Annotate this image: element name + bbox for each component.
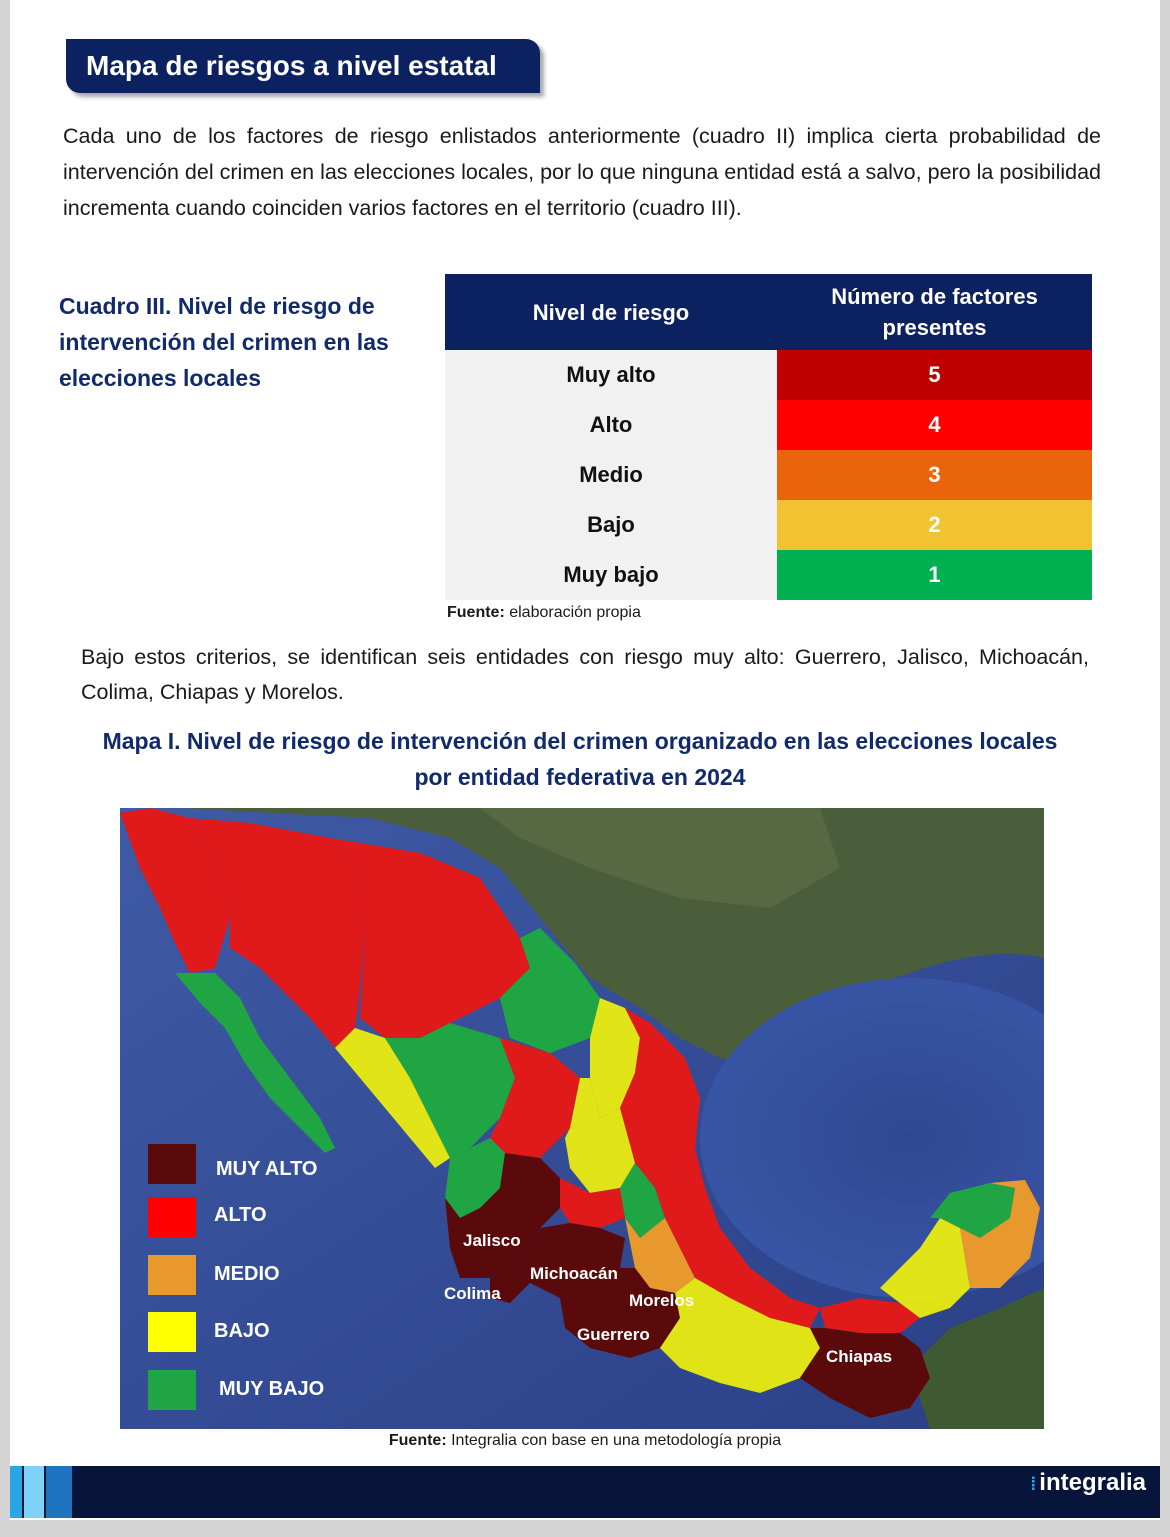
map-title-line1: Mapa I. Nivel de riesgo de intervención del crimen organizado en las elecciones locales (102, 728, 1058, 754)
map-title-line2: por entidad federativa en 2024 (414, 764, 746, 790)
cuadro-title: Cuadro III. Nivel de riesgo de intervención del crimen en las elecciones locales (59, 293, 389, 391)
legend-label: BAJO (214, 1320, 270, 1342)
label-chiapas: Chiapas (826, 1347, 893, 1366)
label-morelos: Morelos (629, 1291, 695, 1310)
legend-swatch (148, 1255, 196, 1295)
criteria-paragraph: Bajo estos criterios, se identifican seis entidades con riesgo muy alto: Guerrero, Jalisco, Michoacán, Colima, Chiapas y Morelos. (81, 645, 1089, 704)
risk-map-svg (120, 808, 1044, 1429)
footer-bar (10, 1466, 1160, 1518)
footer-accent-bar (10, 1466, 22, 1518)
risk-level-table (445, 274, 1092, 600)
legend-swatch (148, 1144, 196, 1184)
intro-paragraph: Cada uno de los factores de riesgo enlistados anteriormente (cuadro II) implica cierta probabilidad de intervención del crimen en las elecciones locales, por lo que ninguna entidad está a salvo, pero la posibilidad incrementa cuando coinciden varios factores en el territorio (cuadro III). (63, 124, 1101, 220)
integralia-logo (1030, 1469, 1146, 1497)
legend-swatch (148, 1370, 196, 1410)
table-row (445, 550, 1092, 600)
map-title (70, 723, 1090, 795)
level-cell: Medio (445, 450, 777, 500)
source-text: elaboración propia (504, 604, 641, 621)
legend-swatch (148, 1312, 196, 1352)
legend-label: MUY ALTO (216, 1158, 318, 1180)
source-text: Integralia con base en una metodología propia (446, 1432, 782, 1449)
level-cell: Alto (445, 400, 777, 450)
level-cell: Muy bajo (445, 550, 777, 600)
header-nivel: Nivel de riesgo (445, 274, 777, 350)
label-guerrero: Guerrero (577, 1325, 650, 1344)
source-label: Fuente: (388, 1432, 447, 1449)
table-source (447, 604, 641, 622)
logo-dots-icon: ⁞ (1030, 1474, 1037, 1494)
footer-accent-bar (46, 1466, 72, 1518)
source-label: Fuente: (447, 604, 505, 621)
factors-cell: 1 (777, 550, 1092, 600)
factors-cell: 2 (777, 500, 1092, 550)
table-row (445, 500, 1092, 550)
footer-accent-bar (24, 1466, 44, 1518)
map-source (10, 1432, 1160, 1450)
section-title: Mapa de riesgos a nivel estatal (66, 39, 540, 93)
legend-swatch (148, 1197, 196, 1237)
table-row (445, 450, 1092, 500)
level-cell: Bajo (445, 500, 777, 550)
legend-label: MUY BAJO (219, 1378, 325, 1400)
factors-cell: 5 (777, 350, 1092, 400)
level-cell: Muy alto (445, 350, 777, 400)
label-jalisco: Jalisco (463, 1231, 521, 1250)
legend-label: ALTO (214, 1204, 267, 1226)
label-michoacan: Michoacán (530, 1264, 618, 1283)
table-header-row (445, 274, 1092, 350)
table-row (445, 400, 1092, 450)
logo-text: integralia (1039, 1469, 1146, 1496)
table-row (445, 350, 1092, 400)
legend-label: MEDIO (214, 1263, 280, 1285)
risk-map (120, 808, 1044, 1429)
factors-cell: 3 (777, 450, 1092, 500)
report-page (10, 0, 1160, 1520)
label-colima: Colima (444, 1284, 501, 1303)
header-factores: Número de factores presentes (777, 274, 1092, 350)
factors-cell: 4 (777, 400, 1092, 450)
